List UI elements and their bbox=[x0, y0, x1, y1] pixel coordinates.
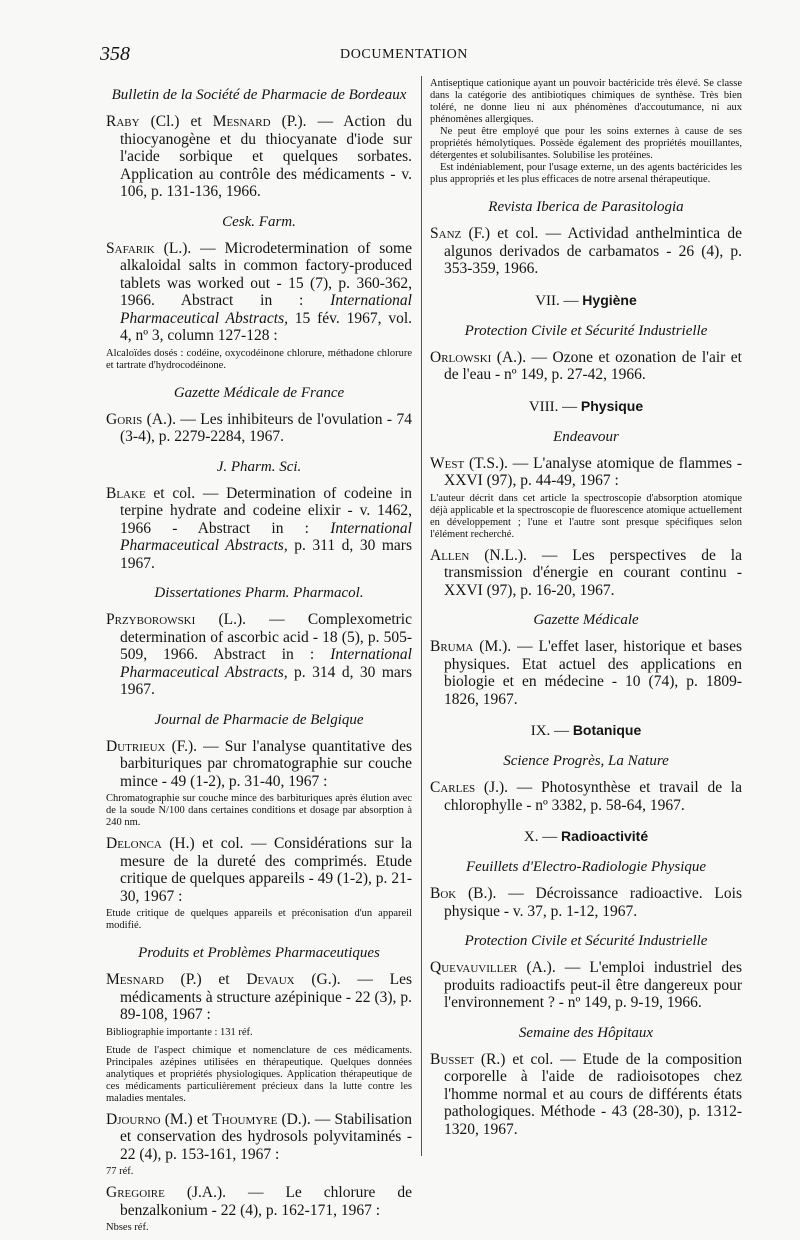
bibliography-entry bbox=[430, 547, 742, 600]
bibliography-entry bbox=[106, 113, 412, 201]
entry-author: Blake bbox=[106, 484, 146, 502]
abstract-note: Antiseptique cationique ayant un pouvoir bactéricide très élevé. Se classe dans la catégorie des antibiotiques chimiques de synthèse. Très bien toléré, ne donne lieu ni aux phénomènes d'accoutumance, ni aux phénomènes allergiques. bbox=[430, 78, 742, 125]
bibliography-entry bbox=[106, 971, 412, 1024]
entry-text: (A.). — Ozone et ozonation de l'air et de l'eau - nº 149, p. 27-42, 1966. bbox=[444, 348, 742, 383]
entry-author: Thoumyre bbox=[212, 1110, 278, 1128]
entry-author: Bok bbox=[430, 885, 457, 902]
bibliography-entry bbox=[106, 1111, 412, 1164]
bibliography-entry bbox=[106, 411, 412, 446]
section-label: Physique bbox=[580, 397, 644, 414]
journal-title: Dissertationes Pharm. Pharmacol. bbox=[154, 585, 364, 601]
entry-author: Quevauviller bbox=[430, 959, 518, 976]
entry-author: Dutrieux bbox=[106, 737, 166, 755]
entry-author: West bbox=[430, 454, 465, 472]
entry-text: (M.). — L'effet laser, historique et bases physiques. Etat actuel des applications en biologie et en médecine - 10 (74), p. 1809-1826, 1967. bbox=[444, 638, 742, 708]
entry-author: Mesnard bbox=[106, 971, 164, 988]
journal-title: Semaine des Hôpitaux bbox=[518, 1024, 654, 1041]
entry-author: Gregoire bbox=[106, 1184, 165, 1201]
journal-title: Bulletin de la Société de Pharmacie de Bordeaux bbox=[111, 87, 407, 103]
entry-source: International Pharmaceutical Abstracts, bbox=[120, 519, 412, 554]
entry-author: Sanz bbox=[430, 225, 462, 242]
bibliography-entry bbox=[430, 349, 742, 384]
bibliography-entry bbox=[430, 1051, 742, 1139]
entry-text: (D.). — Stabilisation et conservation des hydrosols polyvitaminés - 22 (4), p. 153-161, 1967 : bbox=[120, 1110, 412, 1163]
section-number: X. — bbox=[523, 829, 561, 845]
section-label: Botanique bbox=[572, 722, 642, 738]
entry-note: 77 réf. bbox=[106, 1166, 134, 1177]
entry-text: (N.L.). — Les perspectives de la transmission d'énergie en courant continu - XXVI (97), p. 16-20, 1967. bbox=[444, 546, 742, 599]
entry-note: Etude de l'aspect chimique et nomenclature de ces médicaments. Principales azépines utilisées en thérapeutique. Quelques données analytiques et propriétés physiologiques. Application thérapeutique de ces médicaments particulièrement précieux dans la lutte contre les maladies mentales. bbox=[106, 1044, 412, 1104]
bibliography-entry bbox=[430, 638, 742, 708]
entry-author: Busset bbox=[430, 1050, 474, 1068]
bibliography-entry bbox=[430, 959, 742, 1012]
entry-text: (A.). — L'emploi industriel des produits radioactifs peut-il être dangereux pour l'environnement ? - nº 149, p. 9-19, 1966. bbox=[444, 959, 742, 1011]
entry-author: Przyborowski bbox=[106, 611, 196, 628]
right-column bbox=[430, 76, 742, 1141]
journal-title: Gazette Médicale bbox=[533, 612, 639, 628]
journal-title: Protection Civile et Sécurité Industrielle bbox=[464, 933, 708, 949]
entry-text: (A.). — Les inhibiteurs de l'ovulation - 74 (3-4), p. 2279-2284, 1967. bbox=[120, 410, 412, 445]
entry-author: Djourno bbox=[106, 1110, 161, 1128]
entry-text: (P.). — Action du thiocyanogène et du thiocyanate d'iode sur l'acide sorbique et quelques sorbates. Application au contrôle des médicaments - v. 106, p. 131-136, 1966. bbox=[120, 113, 412, 200]
journal-title: Protection Civile et Sécurité Industrielle bbox=[464, 322, 708, 339]
journal-title: Gazette Médicale de France bbox=[173, 384, 345, 401]
bibliography-entry bbox=[430, 779, 742, 814]
section-label: Hygiène bbox=[582, 291, 637, 308]
entry-author: Mesnard bbox=[212, 113, 271, 130]
entry-note: Alcaloïdes dosés : codéine, oxycodéinone chlorure, méthadone chlorure et tartrate d'hydrocodéinone. bbox=[106, 347, 412, 371]
entry-note: Nbses réf. bbox=[106, 1222, 149, 1233]
entry-note: Etude critique de quelques appareils et préconisation d'un appareil modifié. bbox=[106, 908, 412, 931]
journal-title: Endeavour bbox=[553, 428, 619, 445]
section-heading bbox=[430, 722, 742, 740]
continued-notes bbox=[430, 78, 742, 186]
entry-text: (F.). — Sur l'analyse quantitative des barbituriques par chromatographie sur couche mince - 49 (1-2), p. 31-40, 1967 : bbox=[120, 737, 412, 790]
bibliography-entry bbox=[430, 455, 742, 490]
page-number: 358 bbox=[100, 43, 130, 65]
entry-author: Safarik bbox=[106, 239, 155, 257]
entry-text: (T.S.). — L'analyse atomique de flammes - XXVI (97), p. 44-49, 1967 : bbox=[444, 454, 742, 489]
entry-author: Orlowski bbox=[430, 348, 492, 366]
entry-note: Chromatographie sur couche mince des barbituriques après élution avec de la soude N/100 dans certaines conditions et dosage par absorption à 240 nm. bbox=[106, 793, 412, 828]
journal-title: Cesk. Farm. bbox=[222, 213, 296, 230]
journal-title: Produits et Problèmes Pharmaceutiques bbox=[138, 945, 380, 961]
bibliography-entry bbox=[430, 225, 742, 278]
abstract-note: Ne peut être employé que pour les soins externes à cause de ses propriétés hémolytiques. Possède également des propriétés mouillantes, détergentes et solubilisantes. Solubilise les protéines. bbox=[430, 126, 742, 161]
journal-title: Journal de Pharmacie de Belgique bbox=[154, 711, 364, 728]
entry-source: International Pharmaceutical Abstracts, bbox=[120, 646, 412, 681]
section-number: VIII. — bbox=[528, 398, 581, 415]
entry-author: Devaux bbox=[246, 971, 295, 988]
entry-author: Delonca bbox=[106, 835, 162, 852]
entry-text: p. 311 d, 30 mars 1967. bbox=[120, 537, 412, 572]
section-label: Radioactivité bbox=[560, 828, 649, 844]
section-number: IX. — bbox=[530, 723, 573, 739]
section-heading bbox=[430, 828, 742, 846]
entry-text: (B.). — Décroissance radioactive. Lois physique - v. 37, p. 1-12, 1967. bbox=[444, 885, 742, 920]
bibliography-entry bbox=[106, 240, 412, 345]
entry-author: Carles bbox=[430, 779, 476, 796]
entry-text: (H.) et col. — Considérations sur la mesure de la dureté des comprimés. Etude critique de quelques appareils - 49 (1-2), p. 21-30, 1967 : bbox=[120, 835, 412, 905]
entry-author: Raby bbox=[106, 113, 140, 130]
entry-text: (L.). — Complexometric determination of ascorbic acid - 18 (5), p. 505-509, 1966. Abstract in : bbox=[120, 611, 412, 663]
entry-text: 15 fév. 1967, vol. 4, nº 3, column 127-128 : bbox=[120, 309, 413, 344]
entry-note: L'auteur décrit dans cet article la spectroscopie d'absorption atomique déjà applicable et la spectroscopie de fluorescence atomique actuellement en développement ; l'une et l'autre sont presque spécifiques selon l'élément recherché. bbox=[430, 492, 742, 540]
running-head: DOCUMENTATION bbox=[340, 47, 469, 62]
journal-title: Feuillets d'Electro-Radiologie Physique bbox=[465, 859, 707, 875]
section-number: VII. — bbox=[535, 292, 583, 309]
journal-title: J. Pharm. Sci. bbox=[216, 458, 302, 475]
bibliography-entry bbox=[106, 738, 412, 791]
entry-text: (P.) et bbox=[163, 971, 247, 988]
entry-text: (J.A.). — Le chlorure de benzalkonium - 22 (4), p. 162-171, 1967 : bbox=[120, 1184, 412, 1219]
entry-text: (Cl.) et bbox=[139, 113, 213, 130]
entry-text: et col. — Determination of codeine in terpine hydrate and codeine elixir - v. 1462, 1966 - Abstract in : bbox=[120, 484, 412, 537]
bibliography-entry bbox=[106, 485, 412, 573]
bibliography-entry bbox=[430, 885, 742, 920]
entry-author: Goris bbox=[106, 410, 143, 428]
bibliography-entry bbox=[106, 835, 412, 905]
entry-author: Bruma bbox=[430, 638, 474, 655]
left-column bbox=[106, 76, 412, 1240]
journal-title: Revista Iberica de Parasitologia bbox=[488, 199, 684, 215]
abstract-note: Est indéniablement, pour l'usage externe, un des agents bactéricides les plus appropriés et les plus efficaces de notre arsenal thérapeutique. bbox=[430, 162, 742, 185]
entry-text: p. 314 d, 30 mars 1967. bbox=[120, 663, 412, 698]
entry-text: (J.). — Photosynthèse et travail de la chlorophylle - nº 3382, p. 58-64, 1967. bbox=[444, 779, 742, 814]
entry-text: (F.) et col. — Actividad anthelmintica de algunos derivados de carbamatos - 26 (4), p. 353-359, 1966. bbox=[444, 225, 742, 277]
entry-author: Allen bbox=[430, 546, 470, 564]
entry-text: (L.). — Microdetermination of some alkaloidal salts in common factory-produced tablets was worked out - 15 (7), p. 360-362, 1966. Abstract in : bbox=[120, 239, 412, 309]
entry-text: (G.). — Les médicaments à structure azépinique - 22 (3), p. 89-108, 1967 : bbox=[120, 971, 412, 1023]
entry-text: (M.) et bbox=[160, 1110, 213, 1128]
entry-note: Bibliographie importante : 131 réf. bbox=[106, 1026, 253, 1038]
entry-source: International Pharmaceutical Abstracts, bbox=[120, 292, 412, 327]
section-heading bbox=[430, 398, 742, 416]
column-divider bbox=[421, 76, 422, 1156]
entry-text: (R.) et col. — Etude de la composition corporelle à l'aide de radioisotopes chez l'homme normal et au cours de différents états pathologiques. Méthode - 43 (28-30), p. 1312-1320, 1967. bbox=[444, 1050, 742, 1138]
section-heading bbox=[430, 292, 742, 310]
journal-title: Science Progrès, La Nature bbox=[503, 753, 669, 769]
bibliography-entry bbox=[106, 1184, 412, 1219]
bibliography-entry bbox=[106, 611, 412, 699]
